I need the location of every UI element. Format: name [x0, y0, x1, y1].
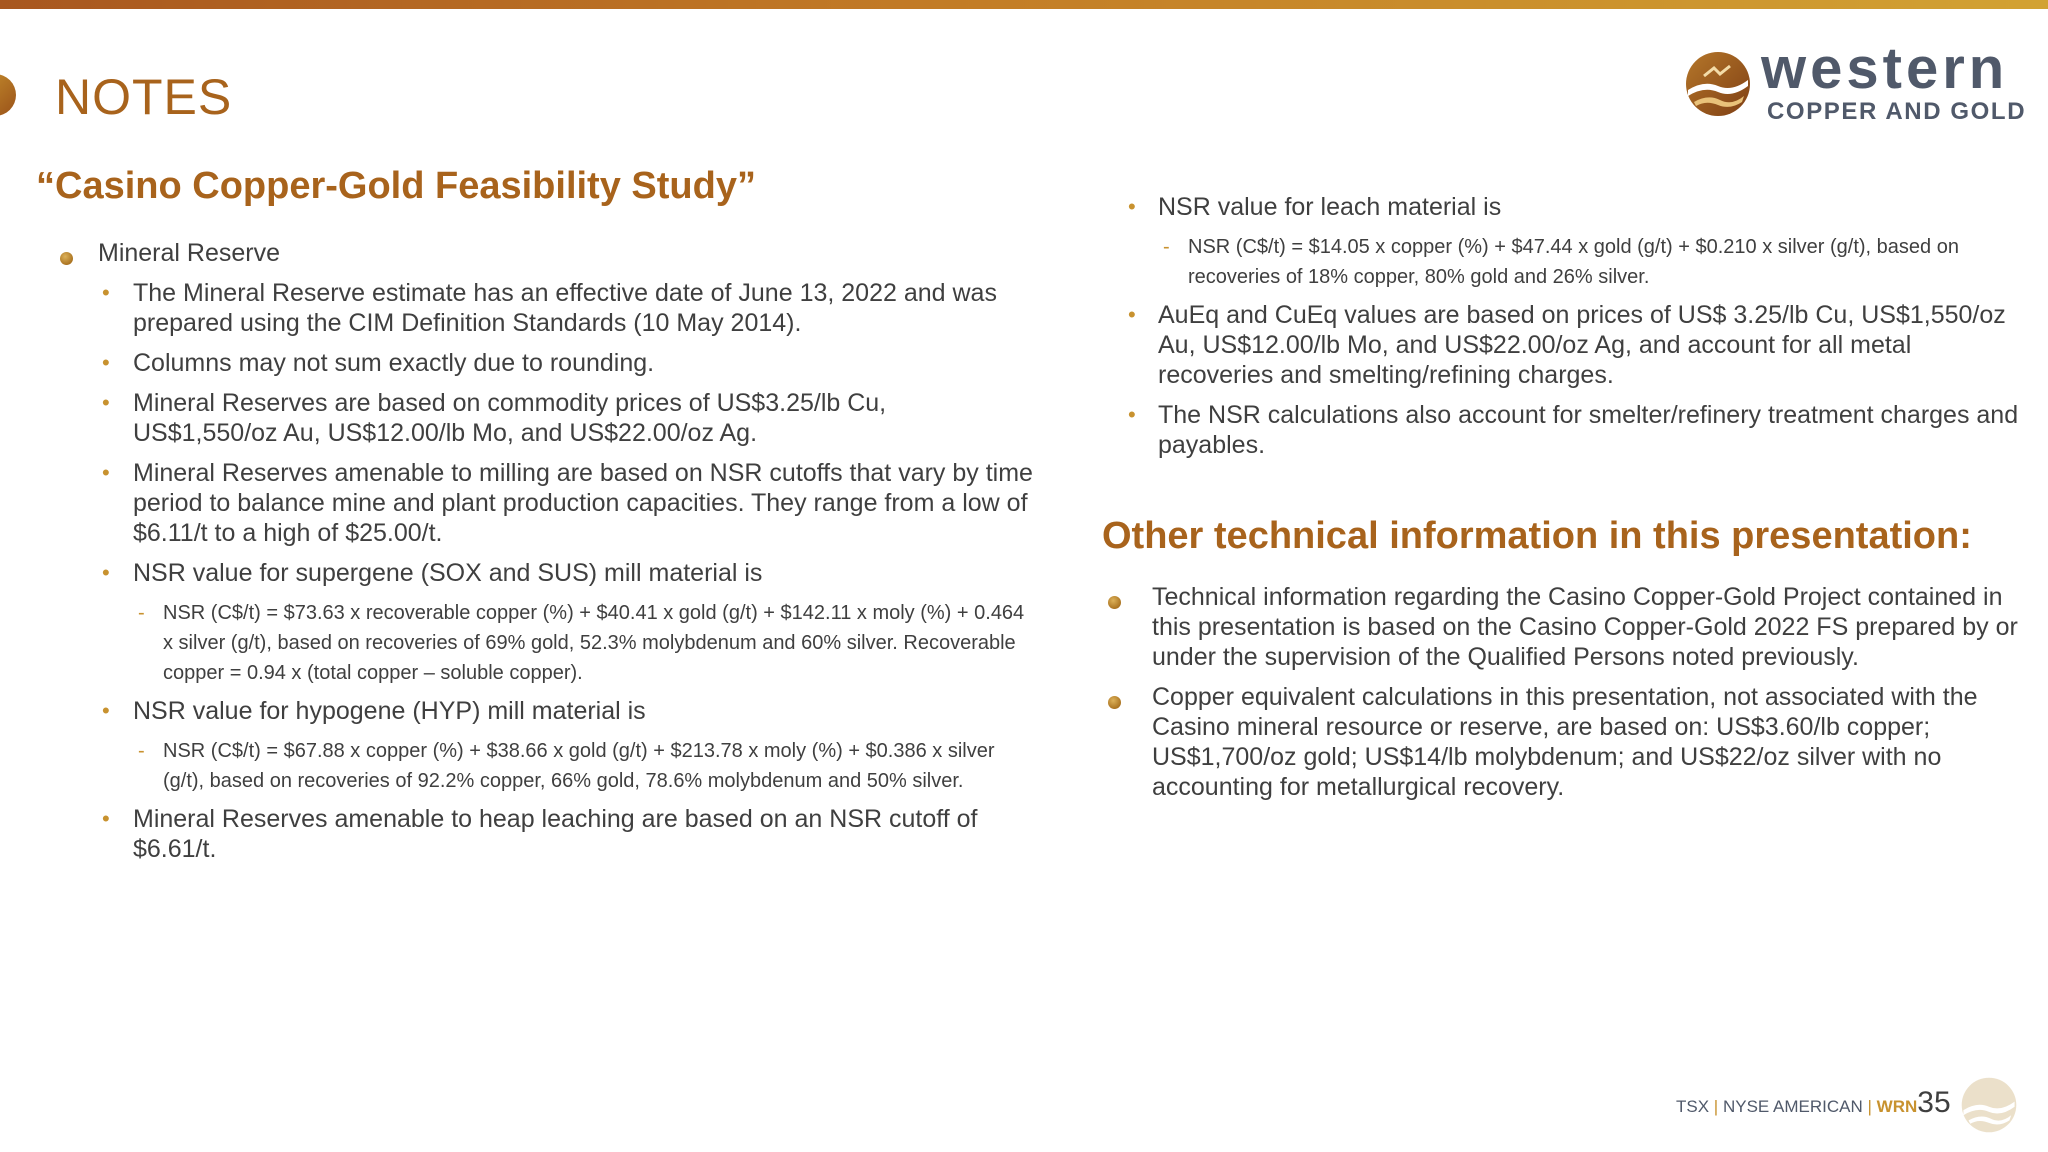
top-accent-bar — [0, 0, 2048, 9]
bullet-icon: • — [102, 560, 110, 585]
right-column — [1106, 192, 2026, 470]
logo-subtitle: COPPER AND GOLD — [1767, 98, 2027, 125]
list-item — [56, 696, 1036, 726]
bullet-text: NSR value for leach material is — [1158, 193, 1502, 221]
logo-wordmark: western — [1761, 36, 2009, 101]
ticker-symbol: WRN — [1876, 1097, 1918, 1116]
subitem-text: NSR (C$/t) = $73.63 x recoverable copper (%) + $40.41 x gold (g/t) + $142.11 x moly (%) + 0.464 x silver (g/t), based on recoveries of 69% gold, 52.3% molybdenum and 60% silver. Recoverable copper = 0.94 x (total copper – soluble copper). — [163, 602, 1025, 684]
bullet-icon: • — [102, 806, 110, 831]
bullet-icon: • — [102, 280, 110, 305]
list-item — [56, 238, 1036, 268]
bullet-icon: • — [1128, 194, 1136, 219]
list-item — [56, 388, 1036, 448]
bullet-icon: • — [102, 350, 110, 375]
list-item — [1104, 682, 2024, 802]
exchange-tsx: TSX — [1676, 1097, 1710, 1116]
list-subitem — [56, 598, 1036, 688]
dash-icon: - — [138, 602, 145, 624]
bullet-text: NSR value for hypogene (HYP) mill material is — [133, 697, 646, 725]
subitem-text: NSR (C$/t) = $67.88 x copper (%) + $38.66 x gold (g/t) + $213.78 x moly (%) + $0.386 x silver (g/t), based on recoveries of 92.2% copper, 66% gold, 78.6% molybdenum and 50% silver. — [163, 740, 995, 792]
bullet-dot-icon — [1108, 596, 1121, 609]
list-item — [56, 278, 1036, 338]
list-item — [1106, 300, 2026, 390]
bullet-text: Technical information regarding the Casino Copper-Gold Project contained in this presentation is based on the Casino Copper-Gold 2022 FS prepared by or under the supervision of the Qualified Persons noted previously. — [1152, 583, 2018, 671]
other-info-list — [1104, 582, 2024, 812]
bullet-text: Columns may not sum exactly due to rounding. — [133, 349, 655, 377]
company-logo — [1684, 36, 2027, 128]
page-number: 35 — [1917, 1086, 1951, 1119]
separator: | — [1867, 1097, 1872, 1116]
bullet-dot-icon — [60, 252, 73, 265]
bullet-icon: • — [1128, 402, 1136, 427]
bullet-icon: • — [102, 698, 110, 723]
bullet-icon: • — [102, 460, 110, 485]
bullet-text: Mineral Reserves amenable to heap leaching are based on an NSR cutoff of $6.61/t. — [133, 805, 978, 863]
list-subitem — [56, 736, 1036, 796]
bullet-text: The Mineral Reserve estimate has an effective date of June 13, 2022 and was prepared using the CIM Definition Standards (10 May 2014). — [133, 279, 997, 337]
footer-ticker — [1676, 1086, 1951, 1120]
list-item — [56, 458, 1036, 548]
bullet-icon: • — [1128, 302, 1136, 327]
other-info-title: Other technical information in this presentation: — [1102, 515, 1972, 557]
bullet-text: Mineral Reserves amenable to milling are based on NSR cutoffs that vary by time period to balance mine and plant production capacities. They range from a low of $6.11/t to a high of $25.00/t. — [133, 459, 1033, 547]
dash-icon: - — [138, 740, 145, 762]
bullet-text: Copper equivalent calculations in this presentation, not associated with the Casino mineral resource or reserve, are based on: US$3.60/lb copper; US$1,700/oz gold; US$14/lb molybdenum; and US$22/oz silver with no accounting for metallurgical recovery. — [1152, 683, 1978, 801]
list-item — [56, 348, 1036, 378]
footer-logo-icon — [1960, 1076, 2018, 1134]
bullet-text: Mineral Reserves are based on commodity prices of US$3.25/lb Cu, US$1,550/oz Au, US$12.00/lb Mo, and US$22.00/oz Ag. — [133, 389, 887, 447]
bullet-icon: • — [102, 390, 110, 415]
bullet-text: AuEq and CuEq values are based on prices of US$ 3.25/lb Cu, US$1,550/oz Au, US$12.00/lb Mo, and US$22.00/oz Ag, and account for all metal recoveries and smelting/refining charges. — [1158, 301, 2006, 389]
dash-icon: - — [1163, 236, 1170, 258]
list-item — [56, 558, 1036, 588]
mineral-reserve-heading: Mineral Reserve — [98, 239, 281, 267]
bullet-dot-icon — [1108, 696, 1121, 709]
list-item — [1104, 582, 2024, 672]
logo-mark-icon — [1684, 50, 1752, 118]
separator: | — [1713, 1097, 1719, 1116]
bullet-text: NSR value for supergene (SOX and SUS) mill material is — [133, 559, 763, 587]
bullet-text: The NSR calculations also account for smelter/refinery treatment charges and payables. — [1158, 401, 2019, 459]
list-item — [1106, 400, 2026, 460]
subitem-text: NSR (C$/t) = $14.05 x copper (%) + $47.44 x gold (g/t) + $0.210 x silver (g/t), based on recoveries of 18% copper, 80% gold and 26% silver. — [1188, 236, 1959, 288]
list-subitem — [1106, 232, 2026, 292]
exchange-nyse: NYSE AMERICAN — [1722, 1097, 1863, 1116]
page-title: NOTES — [55, 69, 233, 125]
left-column — [56, 238, 1036, 874]
study-title: “Casino Copper-Gold Feasibility Study” — [36, 165, 756, 207]
side-accent-circle — [0, 74, 16, 116]
list-item — [1106, 192, 2026, 222]
list-item — [56, 804, 1036, 864]
